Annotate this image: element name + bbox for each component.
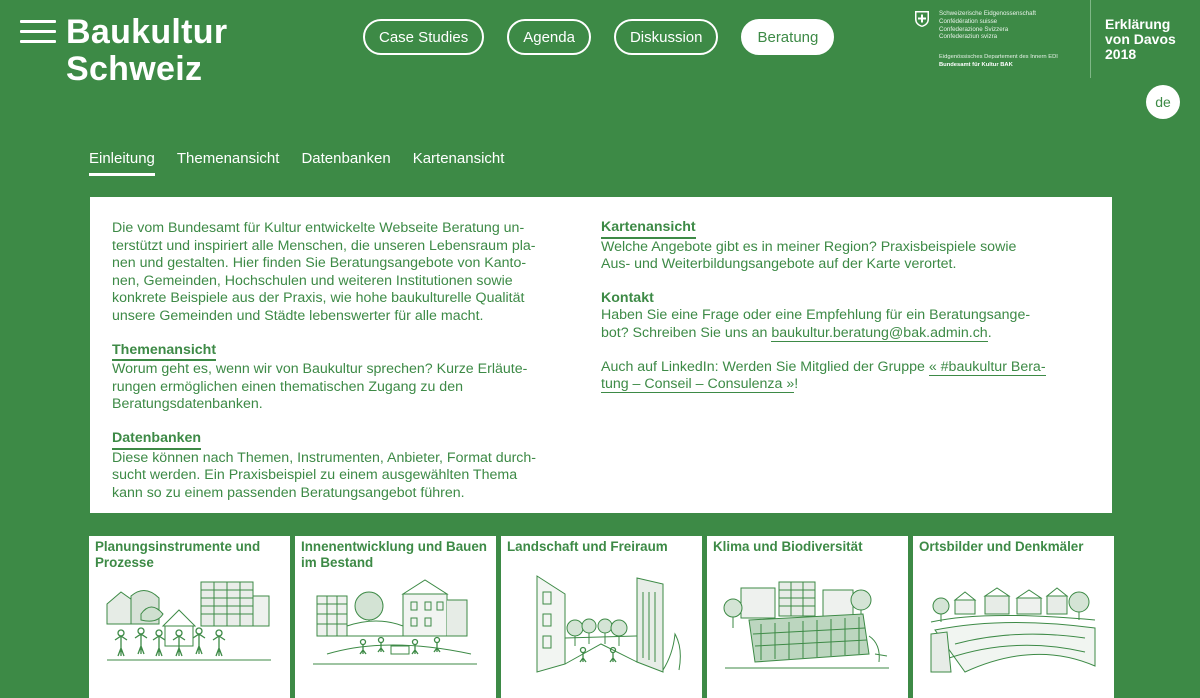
kontakt-heading: Kontakt (601, 289, 654, 306)
text-line: Auch auf LinkedIn: Werden Sie Mitglied der Gruppe (601, 358, 929, 375)
topic-card-ortsbilder[interactable] (913, 536, 1114, 698)
text-line: Beratungsdatenbanken. (112, 396, 263, 413)
davos-line-1: Erklärung (1105, 16, 1171, 32)
logo-line-1: Baukultur (66, 13, 228, 51)
site-logo[interactable] (66, 14, 227, 88)
riverside-town-illustration-icon (925, 574, 1101, 674)
card-title: Innenentwicklung und Bauen im Bestand (301, 539, 487, 570)
text-line: rungen ermöglichen einen thematischen Zugang zu den (112, 378, 463, 395)
kartenansicht-text (601, 239, 1091, 274)
federal-name-de: Schweizerische Eidgenossenschaft (939, 10, 1036, 17)
introduction-panel (90, 197, 1112, 513)
kontakt-text (601, 307, 1091, 342)
davos-declaration-link[interactable] (1105, 17, 1176, 62)
linkedin-group-link[interactable]: « #baukultur Bera- (928, 358, 1046, 375)
topic-cards (89, 536, 1113, 698)
logo-line-2: Schweiz (66, 50, 203, 88)
intro-line: nen und gestalten. Hier finden Sie Beratungsangebote von Kanto- (112, 255, 527, 272)
davos-line-3: 2018 (1105, 46, 1137, 62)
card-title: Ortsbilder und Denkmäler (919, 539, 1084, 554)
nav-diskussion-button[interactable]: Diskussion (614, 19, 719, 55)
federal-name-it: Confederazione Svizzera (939, 25, 1009, 33)
text-line: Worum geht es, wenn wir von Baukultur sprechen? Kurze Erläute- (112, 361, 528, 378)
federal-name-fr: Confédération suisse (939, 17, 998, 25)
city-planning-illustration-icon (101, 574, 277, 674)
intro-line: terstützt und inspiriert alle Menschen, die unseren Lebensraum pla- (112, 237, 536, 254)
street-trees-illustration-icon (513, 574, 689, 674)
tab-einleitung[interactable]: Einleitung (89, 150, 155, 176)
datenbanken-text (112, 450, 582, 503)
nav-agenda-button[interactable]: Agenda (507, 19, 591, 55)
themenansicht-text (112, 361, 582, 414)
nav-beratung-button[interactable]: Beratung (741, 19, 834, 55)
text-line: bot? Schreiben Sie uns an (601, 324, 772, 341)
text-punctuation: . (987, 324, 992, 341)
contact-email-link[interactable]: baukultur.beratung@bak.admin.ch (771, 324, 988, 341)
header-divider (1090, 0, 1091, 78)
tab-datenbanken[interactable]: Datenbanken (301, 150, 391, 167)
intro-right-column (601, 219, 1091, 394)
text-line: sucht werden. Ein Praxisbeispiel zu einem ausgewählten Thema (112, 467, 518, 484)
topic-card-innenentwicklung[interactable] (295, 536, 496, 698)
federal-name-rm: Confederaziun svizra (939, 33, 998, 41)
hamburger-menu-icon[interactable] (20, 20, 56, 44)
topic-card-klima[interactable] (707, 536, 908, 698)
text-line: Haben Sie eine Frage oder eine Empfehlung für ein Beratungsange- (601, 307, 1031, 324)
green-building-illustration-icon (719, 574, 895, 674)
text-line: Diese können nach Themen, Instrumenten, Anbieter, Format durch- (112, 449, 537, 466)
themenansicht-heading-link[interactable]: Themenansicht (112, 342, 216, 362)
intro-line: unsere Gemeinden und Städte lebenswerter für alle macht. (112, 307, 484, 324)
tab-themenansicht[interactable]: Themenansicht (176, 150, 280, 167)
topic-card-landschaft[interactable] (501, 536, 702, 698)
intro-line: nen, Gemeinden, Hochschulen und weiteren Institutionen sowie (112, 272, 513, 289)
intro-paragraph (112, 220, 582, 326)
intro-line: konkrete Beispiele aus der Praxis, wie hohe baukulturelle Qualität (112, 290, 525, 307)
text-line: Aus- und Weiterbildungsangebote auf der Karte verortet. (601, 256, 957, 273)
department-name: Eidgenössisches Departement des Innern EDI (939, 54, 1058, 60)
swiss-coat-of-arms-icon (914, 10, 930, 28)
linkedin-text (601, 359, 1091, 394)
village-square-illustration-icon (307, 574, 483, 674)
intro-line: Die vom Bundesamt für Kultur entwickelte Webseite Beratung un- (112, 220, 525, 236)
intro-left-column (112, 220, 582, 502)
card-title: Klima und Biodiversität (713, 539, 863, 554)
kartenansicht-heading-link[interactable]: Kartenansicht (601, 219, 696, 239)
card-title: Planungsinstrumente und Prozesse (95, 539, 261, 570)
linkedin-group-link[interactable]: tung – Conseil – Consulenza » (601, 376, 795, 393)
datenbanken-heading-link[interactable]: Datenbanken (112, 430, 201, 450)
tab-kartenansicht[interactable]: Kartenansicht (412, 150, 505, 167)
federal-department (939, 54, 1058, 69)
text-line: Welche Angebote gibt es in meiner Region? Praxisbeispiele sowie (601, 238, 1017, 255)
card-title: Landschaft und Freiraum (507, 539, 668, 554)
office-name: Bundesamt für Kultur BAK (939, 61, 1013, 68)
federal-names (939, 10, 1036, 41)
nav-case-studies-button[interactable]: Case Studies (363, 19, 484, 55)
main-navigation (363, 19, 834, 55)
language-switch-button[interactable]: de (1146, 85, 1180, 119)
topic-card-planung[interactable] (89, 536, 290, 698)
text-line: kann so zu einem passenden Beratungsangebot führen. (112, 484, 465, 501)
text-punctuation: ! (794, 376, 799, 393)
sub-navigation (89, 150, 504, 176)
davos-line-2: von Davos (1105, 31, 1176, 47)
